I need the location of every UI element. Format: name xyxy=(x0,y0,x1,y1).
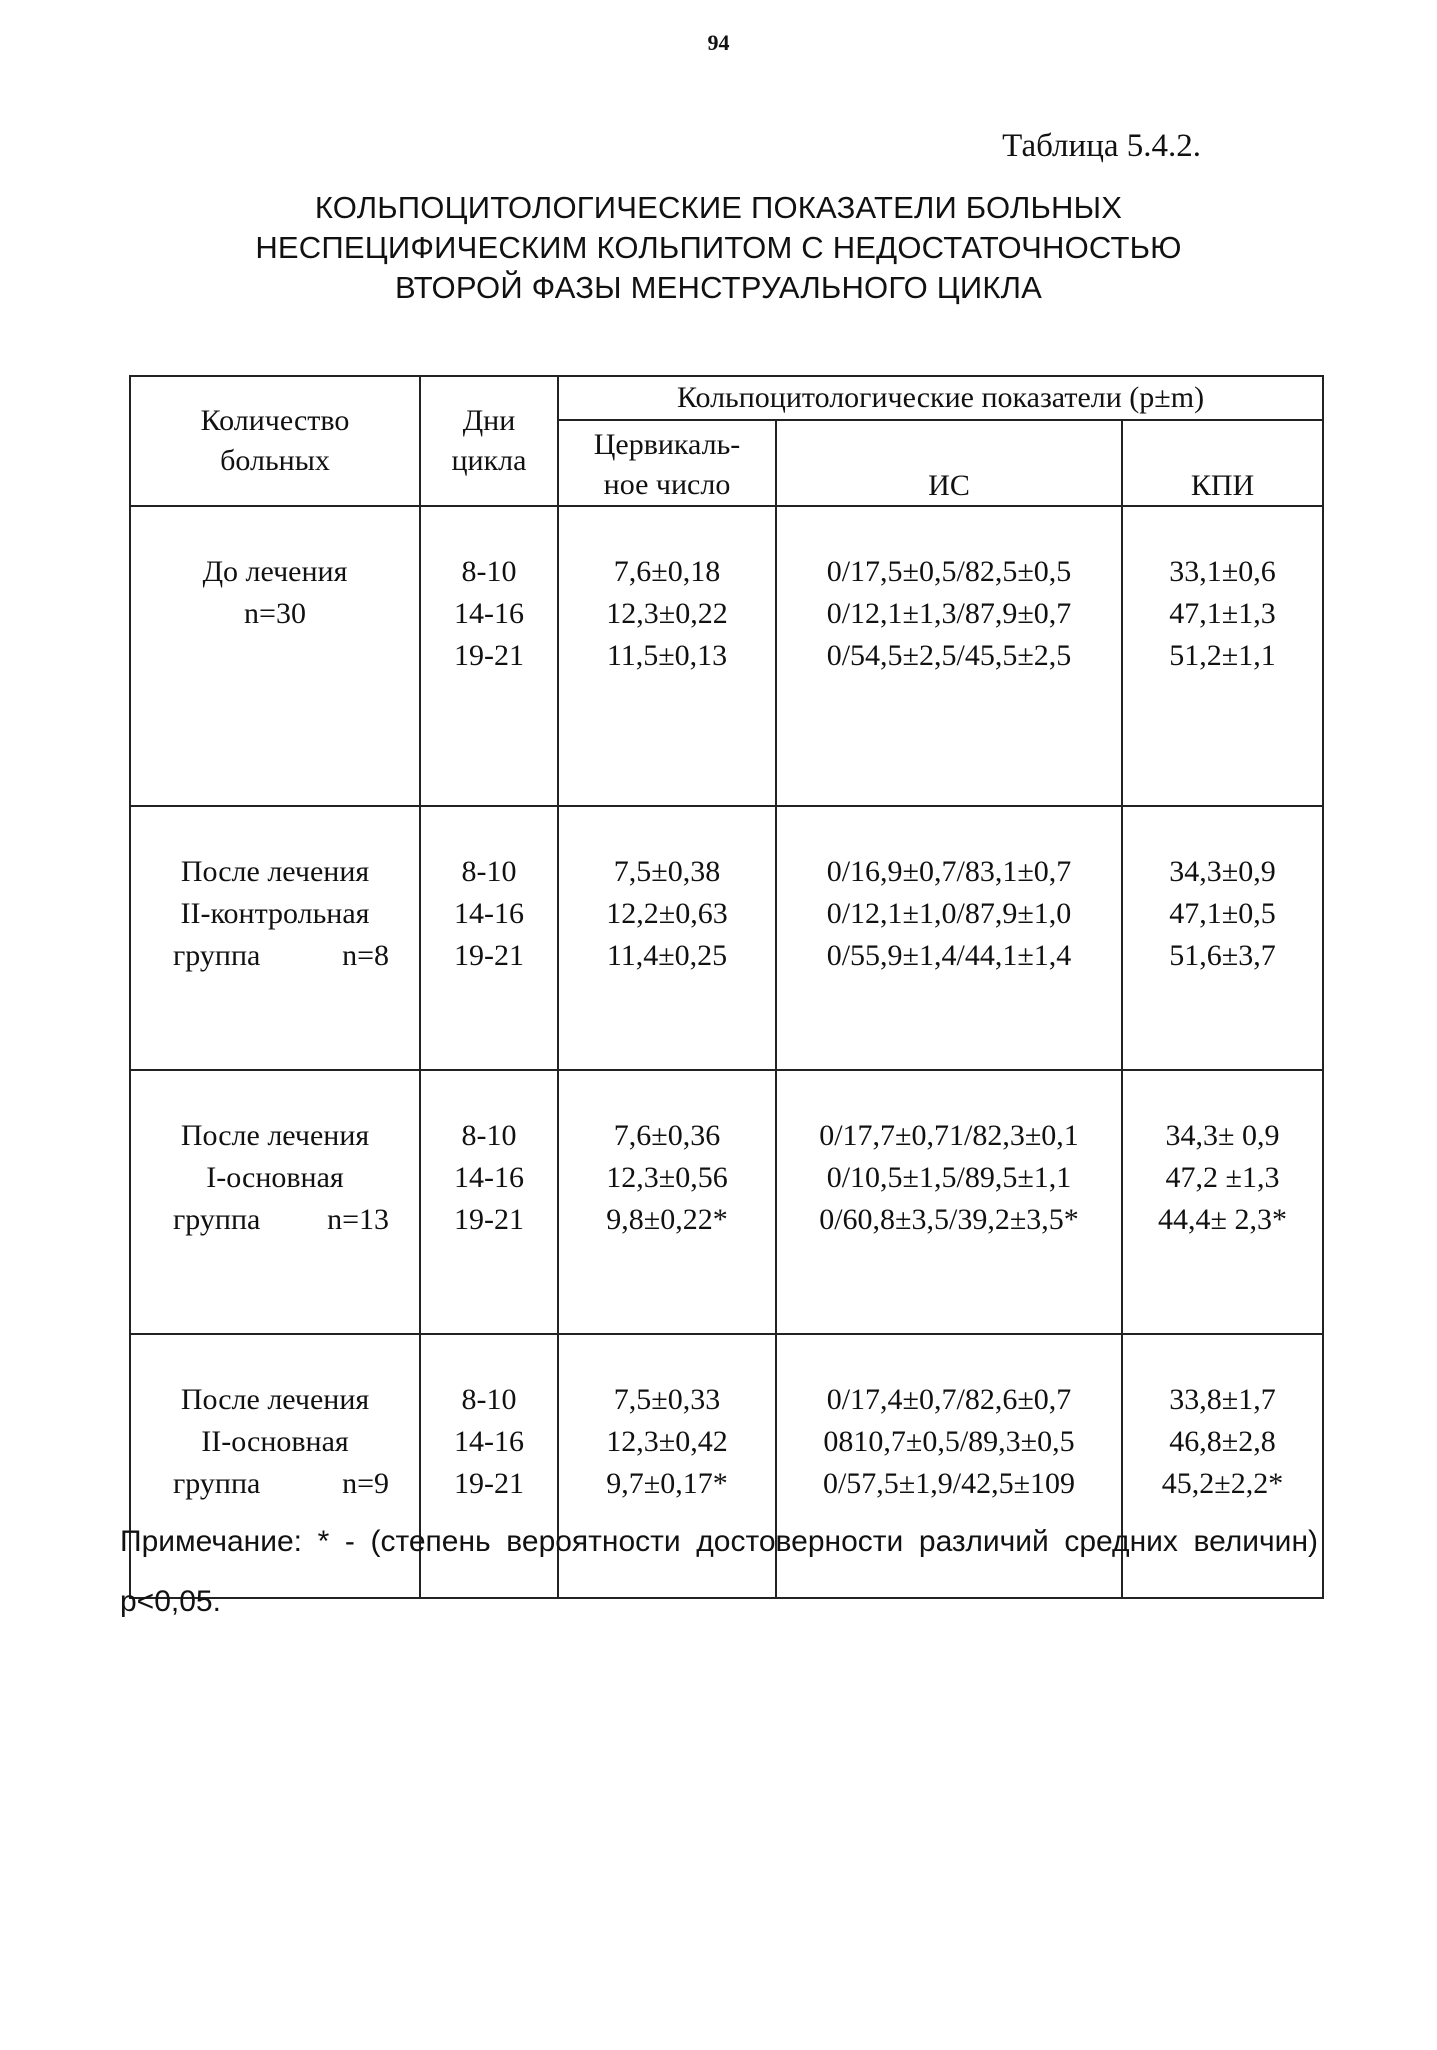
group-word: группа xyxy=(173,1203,261,1236)
header-cervical-line: ное число xyxy=(603,468,731,501)
group-cell xyxy=(130,806,420,1070)
title-line: КОЛЬПОЦИТОЛОГИЧЕСКИЕ ПОКАЗАТЕЛИ БОЛЬНЫХ xyxy=(314,190,1123,225)
cervical-cell xyxy=(558,506,776,806)
title-line: НЕСПЕЦИФИЧЕСКИМ КОЛЬПИТОМ С НЕДОСТАТОЧНОСТЬЮ xyxy=(255,230,1182,265)
header-ic: ИС xyxy=(776,420,1122,506)
cervical-value: 7,5±0,33 xyxy=(613,1383,721,1416)
day-value: 19-21 xyxy=(454,1467,524,1500)
kpi-value: 33,1±0,6 xyxy=(1169,555,1276,588)
group-line: После лечения xyxy=(180,1119,370,1152)
day-value: 14-16 xyxy=(454,1425,524,1458)
kpi-value: 51,2±1,1 xyxy=(1169,639,1276,672)
ic-value: 0/16,9±0,7/83,1±0,7 xyxy=(826,855,1072,888)
header-cervical-line: Цервикаль- xyxy=(593,428,741,461)
ic-value: 0/17,7±0,71/82,3±0,1 xyxy=(819,1119,1079,1152)
table-row xyxy=(130,1070,1323,1334)
group-cell xyxy=(130,506,420,806)
ic-value: 0/57,5±1,9/42,5±109 xyxy=(822,1467,1076,1500)
table-title xyxy=(130,188,1307,308)
table-row xyxy=(130,506,1323,806)
day-value: 19-21 xyxy=(454,939,524,972)
day-value: 19-21 xyxy=(454,1203,524,1236)
kpi-cell xyxy=(1122,506,1323,806)
group-line xyxy=(131,1199,419,1241)
days-cell xyxy=(420,1070,558,1334)
header-days xyxy=(420,376,558,506)
kpi-value: 46,8±2,8 xyxy=(1169,1425,1276,1458)
day-value: 8-10 xyxy=(461,1383,517,1416)
kpi-value: 47,1±1,3 xyxy=(1169,597,1276,630)
group-n: n=13 xyxy=(327,1203,389,1236)
ic-value: 0/10,5±1,5/89,5±1,1 xyxy=(826,1161,1072,1194)
kpi-value: 33,8±1,7 xyxy=(1169,1383,1276,1416)
group-n: n=8 xyxy=(342,939,389,972)
ic-value: 0/60,8±3,5/39,2±3,5* xyxy=(819,1203,1079,1236)
group-n: n=9 xyxy=(342,1467,389,1500)
ic-cell xyxy=(776,806,1122,1070)
ic-value: 0/12,1±1,3/87,9±0,7 xyxy=(826,597,1072,630)
group-line xyxy=(131,935,419,977)
header-days-line: Дни xyxy=(462,404,516,437)
kpi-value: 45,2±2,2* xyxy=(1161,1467,1284,1500)
kpi-cell xyxy=(1122,1070,1323,1334)
cervical-cell xyxy=(558,806,776,1070)
days-cell xyxy=(420,506,558,806)
cervical-value: 12,3±0,42 xyxy=(606,1425,728,1458)
footnote: Примечание: * - (степень вероятности достоверности различий средних величин) p<0,05. xyxy=(120,1525,1318,1618)
cervical-value: 9,7±0,17* xyxy=(606,1467,728,1500)
group-line: II-контрольная xyxy=(180,897,370,930)
kpi-value: 47,2 ±1,3 xyxy=(1165,1161,1280,1194)
cervical-value: 7,6±0,36 xyxy=(613,1119,721,1152)
kpi-value: 44,4± 2,3* xyxy=(1158,1203,1287,1236)
ic-cell xyxy=(776,506,1122,806)
title-line: ВТОРОЙ ФАЗЫ МЕНСТРУАЛЬНОГО ЦИКЛА xyxy=(394,270,1043,305)
ic-cell xyxy=(776,1070,1122,1334)
kpi-cell xyxy=(1122,806,1323,1070)
ic-value: 0/55,9±1,4/44,1±1,4 xyxy=(826,939,1072,972)
ic-value: 0810,7±0,5/89,3±0,5 xyxy=(823,1425,1075,1458)
ic-value: 0/17,5±0,5/82,5±0,5 xyxy=(826,555,1072,588)
day-value: 14-16 xyxy=(454,897,524,930)
day-value: 8-10 xyxy=(461,1119,517,1152)
ic-value: 0/54,5±2,5/45,5±2,5 xyxy=(826,639,1072,672)
colpocytology-table xyxy=(129,375,1324,1599)
kpi-value: 47,1±0,5 xyxy=(1169,897,1276,930)
group-line: После лечения xyxy=(180,855,370,888)
page-number: 94 xyxy=(707,30,730,55)
group-line: II-основная xyxy=(201,1425,349,1458)
header-cervical xyxy=(558,420,776,506)
cervical-value: 7,6±0,18 xyxy=(613,555,721,588)
day-value: 14-16 xyxy=(454,1161,524,1194)
group-line: I-основная xyxy=(206,1161,344,1194)
cervical-value: 9,8±0,22* xyxy=(606,1203,728,1236)
kpi-value: 34,3± 0,9 xyxy=(1165,1119,1280,1152)
group-line xyxy=(131,1463,419,1505)
header-days-line: цикла xyxy=(451,444,527,477)
cervical-value: 11,4±0,25 xyxy=(606,939,728,972)
header-patients-line: больных xyxy=(220,444,330,477)
day-value: 8-10 xyxy=(461,555,517,588)
group-word: группа xyxy=(173,1467,261,1500)
cervical-value: 12,3±0,56 xyxy=(606,1161,728,1194)
cervical-value: 7,5±0,38 xyxy=(613,855,721,888)
header-kpi: КПИ xyxy=(1122,420,1323,506)
table-label: Таблица 5.4.2. xyxy=(1002,128,1201,164)
cervical-value: 11,5±0,13 xyxy=(606,639,728,672)
header-patients xyxy=(130,376,420,506)
cervical-value: 12,2±0,63 xyxy=(606,897,728,930)
group-line: После лечения xyxy=(180,1383,370,1416)
header-patients-line: Количество xyxy=(200,404,350,437)
ic-value: 0/12,1±1,0/87,9±1,0 xyxy=(826,897,1072,930)
cervical-cell xyxy=(558,1070,776,1334)
header-indicators-group: Кольпоцитологические показатели (p±m) xyxy=(558,376,1323,420)
group-word: группа xyxy=(173,939,261,972)
table-row xyxy=(130,806,1323,1070)
group-line: n=30 xyxy=(244,597,306,630)
group-line: До лечения xyxy=(202,555,348,588)
day-value: 19-21 xyxy=(454,639,524,672)
kpi-value: 51,6±3,7 xyxy=(1169,939,1276,972)
group-cell xyxy=(130,1070,420,1334)
day-value: 14-16 xyxy=(454,597,524,630)
kpi-value: 34,3±0,9 xyxy=(1169,855,1276,888)
ic-value: 0/17,4±0,7/82,6±0,7 xyxy=(826,1383,1072,1416)
day-value: 8-10 xyxy=(461,855,517,888)
days-cell xyxy=(420,806,558,1070)
cervical-value: 12,3±0,22 xyxy=(606,597,728,630)
